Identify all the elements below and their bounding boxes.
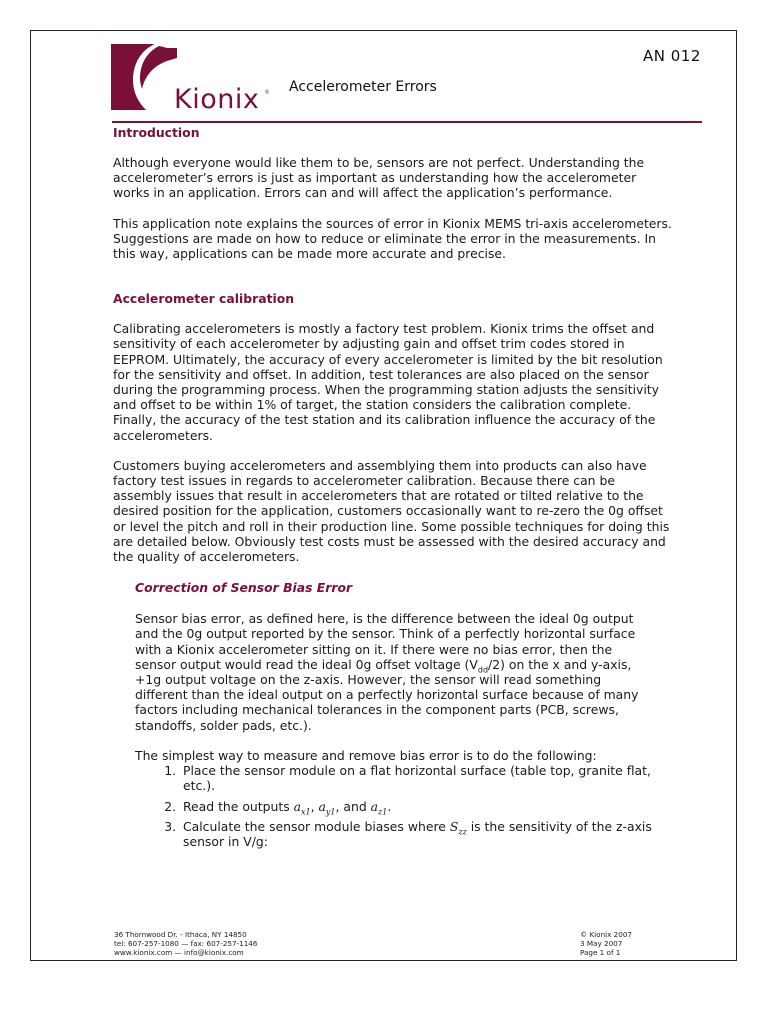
footer-copyright: © Kionix 2007 [580, 930, 632, 939]
footer-web: www.kionix.com — info@kionix.com [114, 948, 244, 957]
footer-meta [580, 930, 632, 957]
footer-date: 3 May 2007 [580, 939, 623, 948]
list-item: 1. Place the sensor module on a flat horizontal surface (table top, granite flat, etc.). [180, 763, 657, 793]
calibration-paragraph-2: Customers buying accelerometers and assemblying them into products can also have factory test issues in regards to accelerometer calibration. Because there can be assembly issues that result in accelerometers that are rotated or tilted relative to the desired position for the application, customers occasionally want to re-zero the 0g offset or level the pitch and roll in their production line. Some possible techniques for doing this are detailed below. Obviously test costs must be assessed with the desired accuracy and the quality of accelerometers. [113, 457, 670, 565]
subsection-heading-bias-error: Correction of Sensor Bias Error [135, 580, 353, 596]
footer-contact [114, 930, 257, 957]
bias-paragraph-2: The simplest way to measure and remove bias error is to do the following: [135, 747, 597, 763]
document-body [113, 125, 673, 854]
bias-steps-list [135, 763, 657, 849]
intro-paragraph-1: Although everyone would like them to be, sensors are not perfect. Understanding the accelerometer’s errors is just as important as understanding how the accelerometer works in an application. Errors can and will affect the application’s performance. [113, 155, 645, 201]
calibration-paragraph-1: Calibrating accelerometers is mostly a factory test problem. Kionix trims the offset and sensitivity of each accelerometer by adjusting gain and offset trim codes stored in EEPROM. Ultimately, the accuracy of every accelerometer is limited by the bit resolution for the sensitivity and offset. In addition, test tolerances are also placed on the sensor during the programming process. When the programming station adjusts the sensitivity and offset to be within 1% of target, the station considers the calibration complete. Finally, the accuracy of the test station and its calibration influence the accuracy of the accelerometers. [113, 321, 663, 443]
section-heading-introduction: Introduction [113, 125, 200, 140]
kionix-logo-mark-icon [111, 44, 177, 110]
list-item: 2. Read the outputs $a_{x1}$, $a_{y1}$, and $a_{z1}$. [180, 799, 657, 814]
intro-paragraph-2: This application note explains the sources of error in Kionix MEMS tri-axis accelerometers. Suggestions are made on how to reduce or eliminate the error in the measurements. In this way, applications can be made more accurate and precise. [113, 215, 672, 262]
footer-phone: tel: 607-257-1080 — fax: 607-257-1146 [114, 939, 258, 948]
document-title: Accelerometer Errors [289, 79, 437, 95]
brand-wordmark: Kionix [174, 84, 260, 115]
section-heading-calibration: Accelerometer calibration [113, 291, 295, 307]
registered-mark: ® [264, 89, 270, 96]
document-id: AN 012 [643, 47, 701, 65]
kionix-logo [111, 44, 281, 114]
header-divider [112, 121, 702, 123]
bias-paragraph-1: Sensor bias error, as defined here, is the difference between the ideal 0g output and the 0g output reported by the sensor. Think of a perfectly horizontal surface with a Kionix accelerometer sitting on it. If there were no bias error, then the sensor output would read the ideal 0g offset voltage $(V_{dd}/2)$ on the x and y-axis, +1g output voltage on the z-axis. However, the sensor will read something different than the ideal output on a perfectly horizontal surface because of many factors including mechanical tolerances in the component parts (PCB, screws, standoffs, solder pads, etc.). [135, 611, 639, 733]
footer-address: 36 Thornwood Dr. - Ithaca, NY 14850 [114, 930, 247, 939]
footer-page-number: Page 1 of 1 [580, 948, 621, 957]
list-item: 3. Calculate the sensor module biases where $S_{zz}$ is the sensitivity of the z-axis sensor in V/g: [180, 819, 657, 849]
